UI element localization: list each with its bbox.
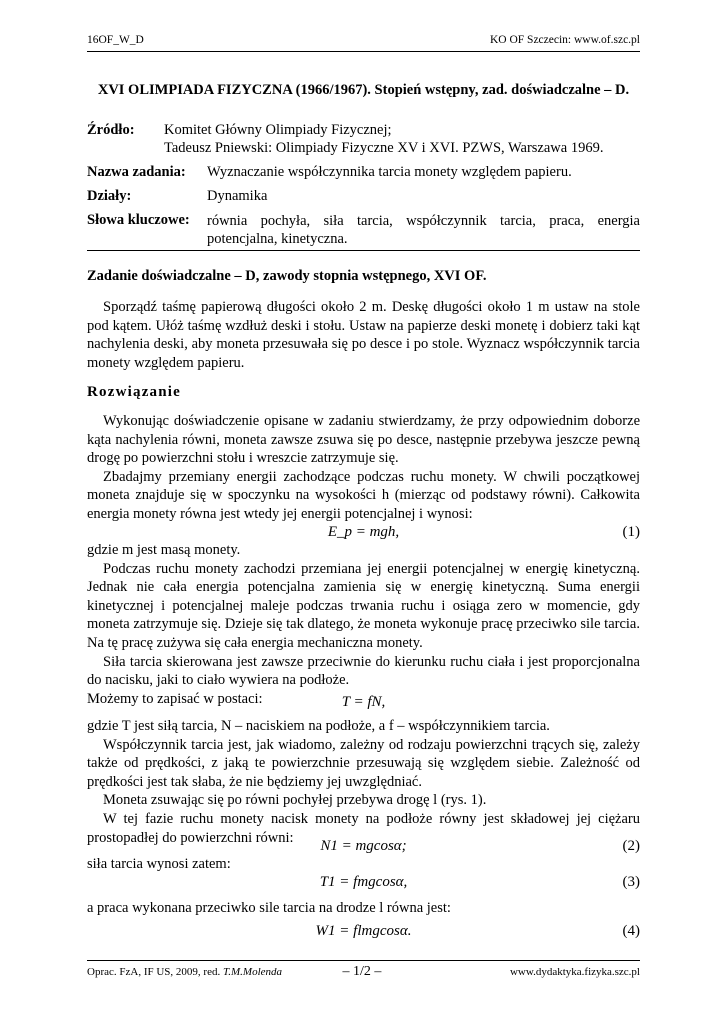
solution-paragraph: Podczas ruchu monety zachodzi przemiana jej energii potencjalnej w energię kinetyczną. Jednak nie cała energia potencjalna zamienia się w energię kinetyczną. Suma energii kinetycznej i potencjalnej maleje podczas trwania ruchu i osiąga zero w momencie, gdy moneta zatrzymuje się. Dzieje się tak dlatego, że moneta wykonuje pracę przeciwko sile tarcia. Na tę pracę zużywa się cała energia mechaniczna monety. (87, 560, 640, 651)
equation-3-formula: T1 = fmgcosα, (319, 874, 408, 890)
footer-credit: Oprac. FzA, IF US, 2009, red. (87, 966, 223, 978)
solution-paragraph: Zbadajmy przemiany energii zachodzące podczas ruchu monety. W chwili początkowej moneta znajduje się w spoczynku na wysokości h (mierząc od podstawy równi). Całkowita energia monety równa jest wtedy jej energii potencjalnej i wynosi: (87, 468, 640, 522)
solution-paragraph: Wykonując doświadczenie opisane w zadaniu stwierdzamy, że przy odpowiednim doborze kąta nachylenia równi, moneta zawsze zsuwa się po desce, następnie przebywa jeszcze pewną drogę po powierzchni stołu i wreszcie zatrzymuje się. (87, 413, 640, 467)
solution-block-4 (87, 855, 640, 874)
equation-4-formula: W1 = flmgcosα. (315, 923, 412, 939)
solution-paragraph: gdzie T jest siłą tarcia, N – naciskiem na podłoże, a f – współczynnikiem tarcia. (87, 718, 550, 734)
source-line-1: Komitet Główny Olimpiady Fizycznej; (164, 122, 392, 138)
footer-right: www.dydaktyka.fizyka.szc.pl (509, 966, 640, 978)
equation-1-formula: E_p = mgh, (327, 524, 400, 540)
sections-label: Działy: (87, 188, 132, 204)
source-label: Źródło: (87, 122, 135, 138)
page-number: – 1/2 – (342, 964, 382, 979)
footer-editor: T.M.Molenda (222, 966, 283, 978)
header-rule (87, 51, 640, 52)
equation-2-number: (2) (622, 838, 640, 854)
header-right: KO OF Szczecin: www.of.szc.pl (490, 34, 640, 46)
task-heading: Zadanie doświadczalne – D, zawody stopnia wstępnego, XVI OF. (87, 268, 487, 284)
solution-paragraph: Współczynnik tarcia jest, jak wiadomo, zależny od rodzaju powierzchni trących się, zależy także od prędkości, z jaką te powierzchnie przesuwają się względem siebie. Zależność od prędkości jest tak słaba, że nie będziemy jej uwzględniać. (87, 736, 640, 790)
equation-2-formula: N1 = mgcosα; (320, 838, 407, 854)
equation-1-number: (1) (622, 524, 640, 540)
sections-value: Dynamika (207, 188, 268, 204)
task-text-block (87, 298, 640, 372)
solution-paragraph: gdzie m jest masą monety. (87, 542, 241, 558)
meta-rule (87, 250, 640, 251)
keywords-value: równia pochyła, siła tarcia, współczynnik tarcia, praca, energia potencjalna, kinetyczna. (207, 213, 640, 247)
source-line-2: Tadeusz Pniewski: Olimpiady Fizyczne XV i XVI. PZWS, Warszawa 1969. (164, 140, 604, 156)
equation-3-number: (3) (622, 874, 640, 890)
solution-paragraph: Moneta zsuwając się po równi pochyłej przebywa drogę l (rys. 1). (103, 792, 487, 809)
solution-block-2 (87, 541, 640, 708)
task-name-label: Nazwa zadania: (87, 164, 186, 180)
solution-block-1 (87, 412, 640, 524)
solution-block-5 (87, 899, 640, 918)
solution-paragraph: Siła tarcia skierowana jest zawsze przeciwnie do kierunku ruchu ciała i jest proporcjonalna do nacisku, jaki to ciało wywiera na podłoże. (87, 653, 640, 689)
task-name-value: Wyznaczanie współczynnika tarcia monety względem papieru. (207, 164, 572, 180)
solution-block-3 (87, 717, 640, 847)
solution-paragraph: siła tarcia wynosi zatem: (87, 856, 231, 872)
footer-rule (87, 960, 640, 961)
solution-paragraph: a praca wykonana przeciwko sile tarcia na drodze l równa jest: (87, 900, 451, 916)
keywords-label: Słowa kluczowe: (87, 212, 190, 228)
solution-heading: Rozwiązanie (87, 384, 182, 400)
solution-paragraph: W tej fazie ruchu monety nacisk monety na podłoże równy jest składowej jej ciężaru prostopadłej do powierzchni równi: (87, 810, 640, 846)
equation-friction-formula: T = fN, (341, 694, 386, 710)
task-text: Sporządź taśmę papierową długości około 2 m. Deskę długości około 1 m ustaw na stole pod kątem. Ułóż taśmę wzdłuż deski i stołu. Ustaw na papierze deski monetę i dobierz taki kąt nachylenia deski, aby moneta przesuwała się po desce i po stole. Wyznacz współczynnik tarcia monety względem papieru. (87, 299, 640, 371)
equation-4 (87, 923, 640, 943)
header-left: 16OF_W_D (87, 34, 144, 46)
equation-friction (87, 694, 640, 714)
solution-paragraph: Możemy to zapisać w postaci: (87, 690, 263, 707)
equation-4-number: (4) (622, 923, 640, 939)
equation-3 (87, 874, 640, 894)
document-title: XVI OLIMPIADA FIZYCZNA (1966/1967). Stopień wstępny, zad. doświadczalne – D. (97, 82, 630, 98)
